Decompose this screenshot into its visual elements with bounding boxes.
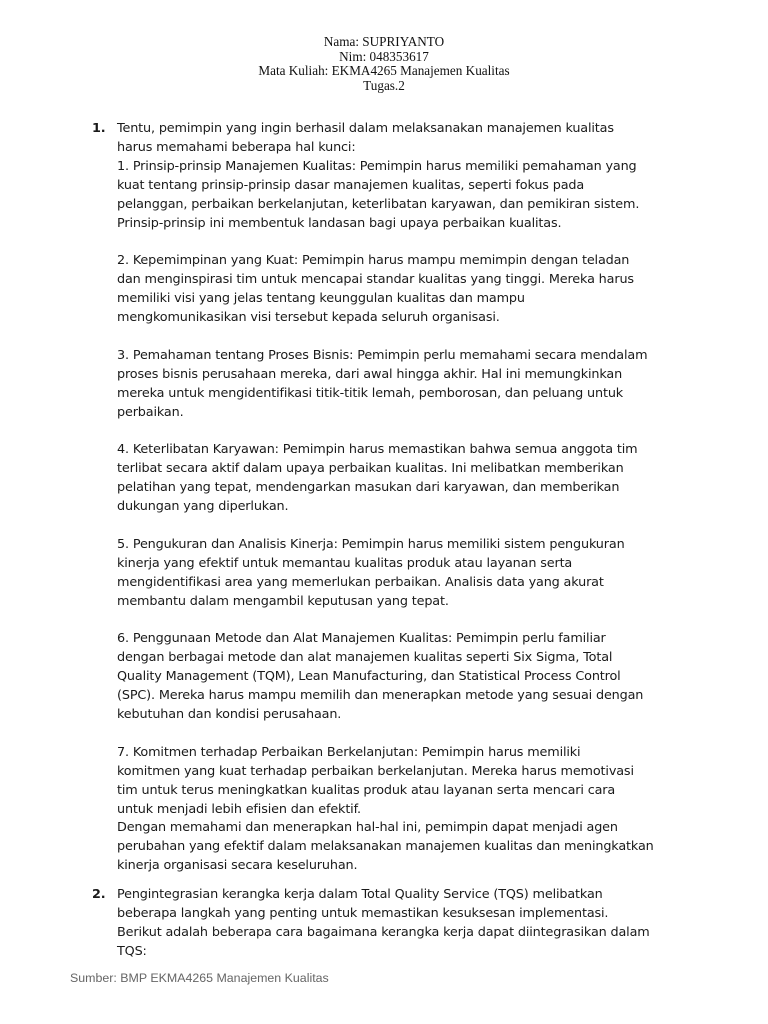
paragraph	[117, 347, 732, 423]
task-title: Tugas.2	[363, 77, 405, 93]
text-line: harus memahami beberapa hal kunci:	[117, 139, 356, 155]
item-body	[117, 120, 732, 876]
text-line: kebutuhan dan kondisi perusahaan.	[117, 707, 342, 723]
text-line: pelatihan yang tepat, mendengarkan masukan dari karyawan, dan memberikan	[117, 480, 620, 496]
text-line: mengidentifikasi area yang memerlukan perbaikan. Analisis data yang akurat	[117, 574, 604, 590]
paragraph	[117, 252, 732, 328]
text-line: untuk menjadi lebih efisien dan efektif.	[117, 801, 361, 817]
text-line: perbaikan.	[117, 404, 184, 420]
text-line: dengan berbagai metode dan alat manajemen kualitas seperti Six Sigma, Total	[117, 650, 613, 666]
text-line: pelanggan, perbaikan berkelanjutan, keterlibatan karyawan, dan pemikiran sistem.	[117, 196, 640, 212]
text-line: kinerja organisasi secara keseluruhan.	[117, 858, 358, 874]
text-line: 2. Kepemimpinan yang Kuat: Pemimpin harus mampu memimpin dengan teladan	[117, 253, 630, 269]
text-line: 4. Keterlibatan Karyawan: Pemimpin harus memastikan bahwa semua anggota tim	[117, 442, 638, 458]
text-line: mengkomunikasikan visi tersebut kepada seluruh organisasi.	[117, 310, 500, 326]
text-line: memiliki visi yang jelas tentang keunggulan kualitas dan mampu	[117, 291, 525, 307]
text-line: tim untuk terus meningkatkan kualitas produk atau layanan serta mencari cara	[117, 782, 616, 798]
item-body	[117, 886, 732, 962]
text-line: 6. Penggunaan Metode dan Alat Manajemen Kualitas: Pemimpin perlu familiar	[117, 631, 606, 647]
text-line: 3. Pemahaman tentang Proses Bisnis: Pemimpin perlu memahami secara mendalam	[117, 347, 648, 363]
paragraph	[117, 630, 732, 725]
paragraph	[117, 441, 732, 517]
paragraph	[117, 120, 732, 233]
student-name: Nama: SUPRIYANTO	[323, 34, 445, 49]
item-number: 1.	[92, 121, 106, 136]
text-line: Tentu, pemimpin yang ingin berhasil dalam melaksanakan manajemen kualitas	[117, 121, 614, 136]
item-number: 2.	[92, 887, 106, 902]
source-footer: Sumber: BMP EKMA4265 Manajemen Kualitas	[70, 971, 329, 985]
text-line: perubahan yang efektif dalam melaksanakan manajemen kualitas dan meningkatkan	[117, 839, 654, 855]
text-line: Pengintegrasian kerangka kerja dalam Total Quality Service (TQS) melibatkan	[117, 887, 603, 902]
text-line: Quality Management (TQM), Lean Manufacturing, dan Statistical Process Control	[117, 669, 621, 685]
text-line: mereka untuk mengidentifikasi titik-titik lemah, pemborosan, dan peluang untuk	[117, 385, 624, 401]
text-line: beberapa langkah yang penting untuk memastikan kesuksesan implementasi.	[117, 905, 609, 921]
text-line: dukungan yang diperlukan.	[117, 499, 289, 515]
text-line: membantu dalam mengambil keputusan yang tepat.	[117, 593, 449, 609]
text-line: Prinsip-prinsip ini membentuk landasan bagi upaya perbaikan kualitas.	[117, 215, 562, 231]
text-line: terlibat secara aktif dalam upaya perbaikan kualitas. Ini melibatkan memberikan	[117, 461, 624, 477]
document-header	[0, 35, 768, 93]
text-line: TQS:	[117, 943, 147, 959]
text-line: dan menginspirasi tim untuk mencapai standar kualitas yang tinggi. Mereka harus	[117, 272, 634, 288]
text-line: kinerja yang efektif untuk memantau kualitas produk atau layanan serta	[117, 555, 573, 571]
paragraph	[117, 886, 732, 962]
text-line: komitmen yang kuat terhadap perbaikan berkelanjutan. Mereka harus memotivasi	[117, 763, 634, 779]
text-line: Berikut adalah beberapa cara bagaimana kerangka kerja dapat diintegrasikan dalam	[117, 924, 650, 940]
paragraph	[117, 536, 732, 612]
text-line: proses bisnis perusahaan mereka, dari awal hingga akhir. Hal ini memungkinkan	[117, 366, 623, 382]
text-line: 1. Prinsip-prinsip Manajemen Kualitas: Pemimpin harus memiliki pemahaman yang	[117, 158, 637, 174]
course-title: Mata Kuliah: EKMA4265 Manajemen Kualitas	[258, 63, 510, 78]
paragraph	[117, 744, 732, 876]
text-line: kuat tentang prinsip-prinsip dasar manajemen kualitas, seperti fokus pada	[117, 177, 585, 193]
student-nim: Nim: 048353617	[339, 48, 429, 64]
text-line: 7. Komitmen terhadap Perbaikan Berkelanjutan: Pemimpin harus memiliki	[117, 744, 581, 760]
text-line: (SPC). Mereka harus mampu memilih dan menerapkan metode yang sesuai dengan	[117, 688, 644, 704]
text-line: Dengan memahami dan menerapkan hal-hal ini, pemimpin dapat menjadi agen	[117, 820, 618, 836]
text-line: 5. Pengukuran dan Analisis Kinerja: Pemimpin harus memiliki sistem pengukuran	[117, 536, 625, 552]
